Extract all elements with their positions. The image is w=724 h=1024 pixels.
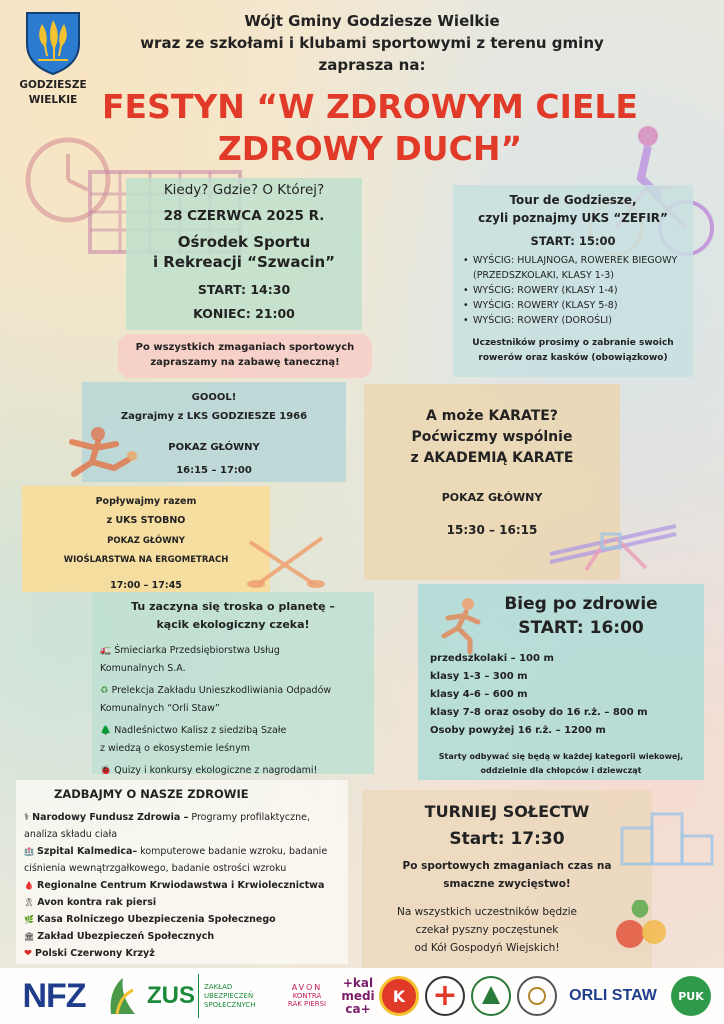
health-item-name: Zakład Ubezpieczeń Społecznych	[37, 931, 215, 942]
eco-item-line: Śmieciarka Przedsiębiorstwa Usług	[114, 645, 280, 656]
zus-logo	[148, 974, 194, 1018]
rowing-section	[22, 486, 270, 592]
rowing-line: Popływajmy razem	[95, 496, 197, 507]
building-icon: 🏛	[24, 932, 35, 941]
tour-note-line: rowerów oraz kasków (obowiązkowo)	[478, 353, 668, 363]
run-note-line: oddzielnie dla chłopców i dziewcząt	[480, 766, 642, 775]
dance-note	[118, 334, 372, 378]
blood-centre-logo	[378, 974, 420, 1018]
event-start: START: 14:30	[197, 282, 291, 297]
tournament-treat-line: czekał pyszny poczęstunek	[415, 924, 559, 936]
dance-note-line: Po wszystkich zmaganiach sportowych	[135, 342, 355, 353]
football-show: POKAZ GŁÓWNY	[168, 442, 260, 453]
footballer-icon	[54, 424, 138, 494]
list-item	[100, 722, 366, 758]
eco-title-line: kącik ekologiczny czeka!	[156, 618, 310, 631]
avon-line: RAK PIERSI	[287, 1000, 327, 1008]
zus-name-line: SPOŁECZNYCH	[204, 1000, 256, 1009]
village-tournament-section	[362, 790, 652, 970]
truck-icon: 🚛	[100, 646, 112, 656]
rowing-oars-icon	[244, 528, 328, 590]
orli-staw-text: ORLI STAW	[569, 987, 657, 1004]
tour-title-line: Tour de Godziesze,	[509, 193, 637, 207]
red-cross-glyph: +	[432, 978, 458, 1013]
blood-drop-icon: 🩸	[24, 881, 34, 890]
zus-name-line: ZAKŁAD	[204, 982, 233, 991]
karate-line: z AKADEMIĄ KARATE	[410, 450, 574, 466]
title-line: FESTYN “W ZDROWYM CIELE	[102, 87, 638, 126]
list-item: klasy 1-3 – 300 m	[430, 671, 528, 682]
karate-line: A może KARATE?	[426, 408, 558, 424]
zus-full-name	[198, 974, 268, 1018]
runner-icon	[430, 596, 490, 656]
eco-item-line: Komunalnych S.A.	[100, 663, 186, 674]
list-item: przedszkolaki – 100 m	[430, 653, 554, 664]
health-title: ZADBAJMY O NASZE ZDROWIE	[54, 787, 249, 801]
kalmedica-logo	[340, 974, 376, 1018]
rowing-time: 17:00 – 17:45	[110, 580, 182, 591]
list-item	[24, 877, 340, 894]
forest-logo	[470, 974, 512, 1018]
list-item	[100, 682, 366, 718]
stethoscope-icon: ⚕	[24, 812, 30, 823]
tree-icon: 🌲	[100, 726, 112, 736]
event-venue-line: i Rekreacji “Szwacin”	[152, 253, 336, 271]
run-title: Bieg po zdrowie	[504, 594, 658, 614]
health-item-name: Polski Czerwony Krzyż	[35, 948, 155, 959]
podium-icon	[618, 806, 720, 868]
kgw-logo	[516, 974, 558, 1018]
karate-belt-icon	[546, 512, 682, 572]
eco-item-line: Komunalnych “Orli Staw”	[100, 703, 220, 714]
gmina-name-line: WIELKIE	[28, 94, 78, 106]
list-item: klasy 4-6 – 600 m	[430, 689, 528, 700]
header-line: Wójt Gminy Godziesze Wielkie	[244, 12, 500, 30]
eco-item-line: Nadleśnictwo Kalisz z siedzibą Szałe	[114, 725, 287, 736]
header-line: wraz ze szkołami i klubami sportowymi z terenu gminy	[140, 34, 604, 52]
karate-time: 15:30 – 16:15	[446, 523, 538, 537]
rowing-line: z UKS STOBNO	[106, 515, 186, 526]
list-item	[24, 911, 340, 928]
tour-race-list	[461, 253, 685, 328]
tournament-title: TURNIEJ SOŁECTW	[424, 802, 590, 821]
zus-logo-text: ZUS	[147, 982, 195, 1009]
health-section	[16, 780, 348, 964]
list-item	[100, 642, 366, 678]
avon-line: KONTRA	[292, 992, 322, 1000]
tournament-treat-line: od Kół Gospodyń Wiejskich!	[414, 942, 560, 954]
eco-item-line: Quizy i konkursy ekologiczne z nagrodami!	[114, 765, 318, 776]
health-item-name: Regionalne Centrum Krwiodawstwa i Krwiolecznictwa	[37, 880, 325, 891]
plant-icon: 🌿	[24, 915, 34, 924]
tour-section	[453, 185, 693, 377]
heart-icon: ❤	[24, 948, 32, 959]
eco-title-line: Tu zaczyna się troska o planetę –	[131, 600, 335, 613]
dance-note-line: zapraszamy na zabawę taneczną!	[150, 357, 340, 368]
nfz-logo-text: NFZ	[22, 976, 86, 1015]
puk-logo	[668, 974, 714, 1018]
gmina-name-line: GODZIESZE	[19, 79, 87, 91]
health-item-name: Szpital Kalmedica–	[37, 846, 138, 857]
list-item: Osoby powyżej 16 r.ż. – 1200 m	[430, 725, 606, 736]
run-start: START: 16:00	[518, 618, 644, 638]
football-line: Zagrajmy z LKS GODZIESZE 1966	[120, 411, 308, 422]
blood-centre-text: K	[392, 986, 406, 1006]
list-item	[100, 762, 366, 780]
puk-text: PUK	[678, 989, 704, 1003]
tournament-treat-line: Na wszystkich uczestników będzie	[396, 906, 578, 918]
tour-start: START: 15:00	[530, 234, 616, 248]
list-item	[24, 945, 340, 962]
eco-section	[92, 592, 374, 774]
krus-logo	[104, 974, 142, 1018]
list-item: • WYŚCIG: HULAJNOGA, ROWEREK BIEGOWY (PRZEDSZKOLAKI, KLASY 1-3)	[461, 253, 685, 283]
health-item-desc: komputerowe badanie wzroku, badanie	[137, 846, 328, 857]
recycle-icon: ♻	[100, 685, 109, 696]
list-item	[24, 843, 340, 877]
tournament-food-line: Po sportowych zmaganiach czas na	[402, 860, 612, 872]
football-time: 16:15 – 17:00	[176, 465, 252, 476]
gmina-crest	[24, 10, 82, 76]
tour-title-line: czyli poznajmy UKS “ZEFIR”	[478, 211, 668, 225]
title-line: ZDROWY DUCH”	[217, 129, 523, 168]
health-item-name: Avon kontra rak piersi	[37, 897, 157, 908]
list-item: klasy 7-8 oraz osoby do 16 r.ż. – 800 m	[430, 707, 648, 718]
health-item-extra: ciśnienia wewnątrzgałkowego, badanie ostrości wzroku	[24, 863, 287, 874]
event-when-where	[126, 178, 362, 330]
event-end: KONIEC: 21:00	[193, 306, 295, 321]
health-item-name: Narodowy Fundusz Zdrowia –	[32, 812, 189, 823]
avon-logo	[276, 974, 338, 1018]
run-note-line: Starty odbywać się będą w każdej kategorii wiekowej,	[438, 752, 684, 761]
list-item: • WYŚCIG: ROWERY (KLASY 5-8)	[461, 298, 685, 313]
karate-line: Poćwiczmy wspólnie	[411, 429, 573, 445]
rowing-show-line: WIOŚLARSTWA NA ERGOMETRACH	[63, 555, 229, 565]
eco-item-line: z wiedzą o ekosystemie leśnym	[100, 743, 250, 754]
header-line: zaprasza na:	[318, 56, 426, 74]
vegetables-icon	[610, 896, 674, 952]
health-item-desc: Programy profilaktyczne,	[188, 812, 311, 823]
event-date: 28 CZERWCA 2025 R.	[163, 208, 325, 224]
zus-name-line: UBEZPIECZEŃ	[204, 991, 254, 1000]
karate-show: POKAZ GŁÓWNY	[441, 491, 543, 504]
football-line: GOOOL!	[191, 392, 237, 403]
event-question: Kiedy? Gdzie? O Której?	[163, 182, 325, 198]
nfz-logo	[12, 974, 96, 1018]
avon-line: AVON	[291, 983, 323, 992]
tournament-food-line: smaczne zwycięstwo!	[443, 878, 571, 890]
kalmedica-text: +kal medica+	[341, 975, 375, 1016]
red-cross-logo	[424, 974, 466, 1018]
orli-staw-logo	[560, 974, 666, 1018]
list-item	[24, 894, 340, 911]
gmina-name	[6, 78, 100, 108]
tour-note-line: Uczestników prosimy o zabranie swoich	[472, 338, 674, 348]
hospital-icon: 🏥	[24, 847, 34, 856]
list-item: • WYŚCIG: ROWERY (KLASY 1-4)	[461, 283, 685, 298]
list-item: • WYŚCIG: ROWERY (DOROŚLI)	[461, 313, 685, 328]
health-item-extra: analiza składu ciała	[24, 829, 118, 840]
header-invitation	[110, 10, 634, 76]
ribbon-icon: 🎗	[24, 898, 35, 907]
health-item-name: Kasa Rolniczego Ubezpieczenia Społecznego	[37, 914, 276, 925]
list-item	[24, 809, 340, 843]
eco-item-line: Prelekcja Zakładu Unieszkodliwiania Odpadów	[111, 685, 332, 696]
rowing-show-line: POKAZ GŁÓWNY	[107, 536, 185, 546]
event-venue-line: Ośrodek Sportu	[177, 233, 311, 251]
sponsor-logos	[0, 968, 724, 1024]
bug-icon: 🐞	[100, 766, 112, 776]
tournament-start: Start: 17:30	[449, 829, 565, 849]
list-item	[24, 928, 340, 945]
